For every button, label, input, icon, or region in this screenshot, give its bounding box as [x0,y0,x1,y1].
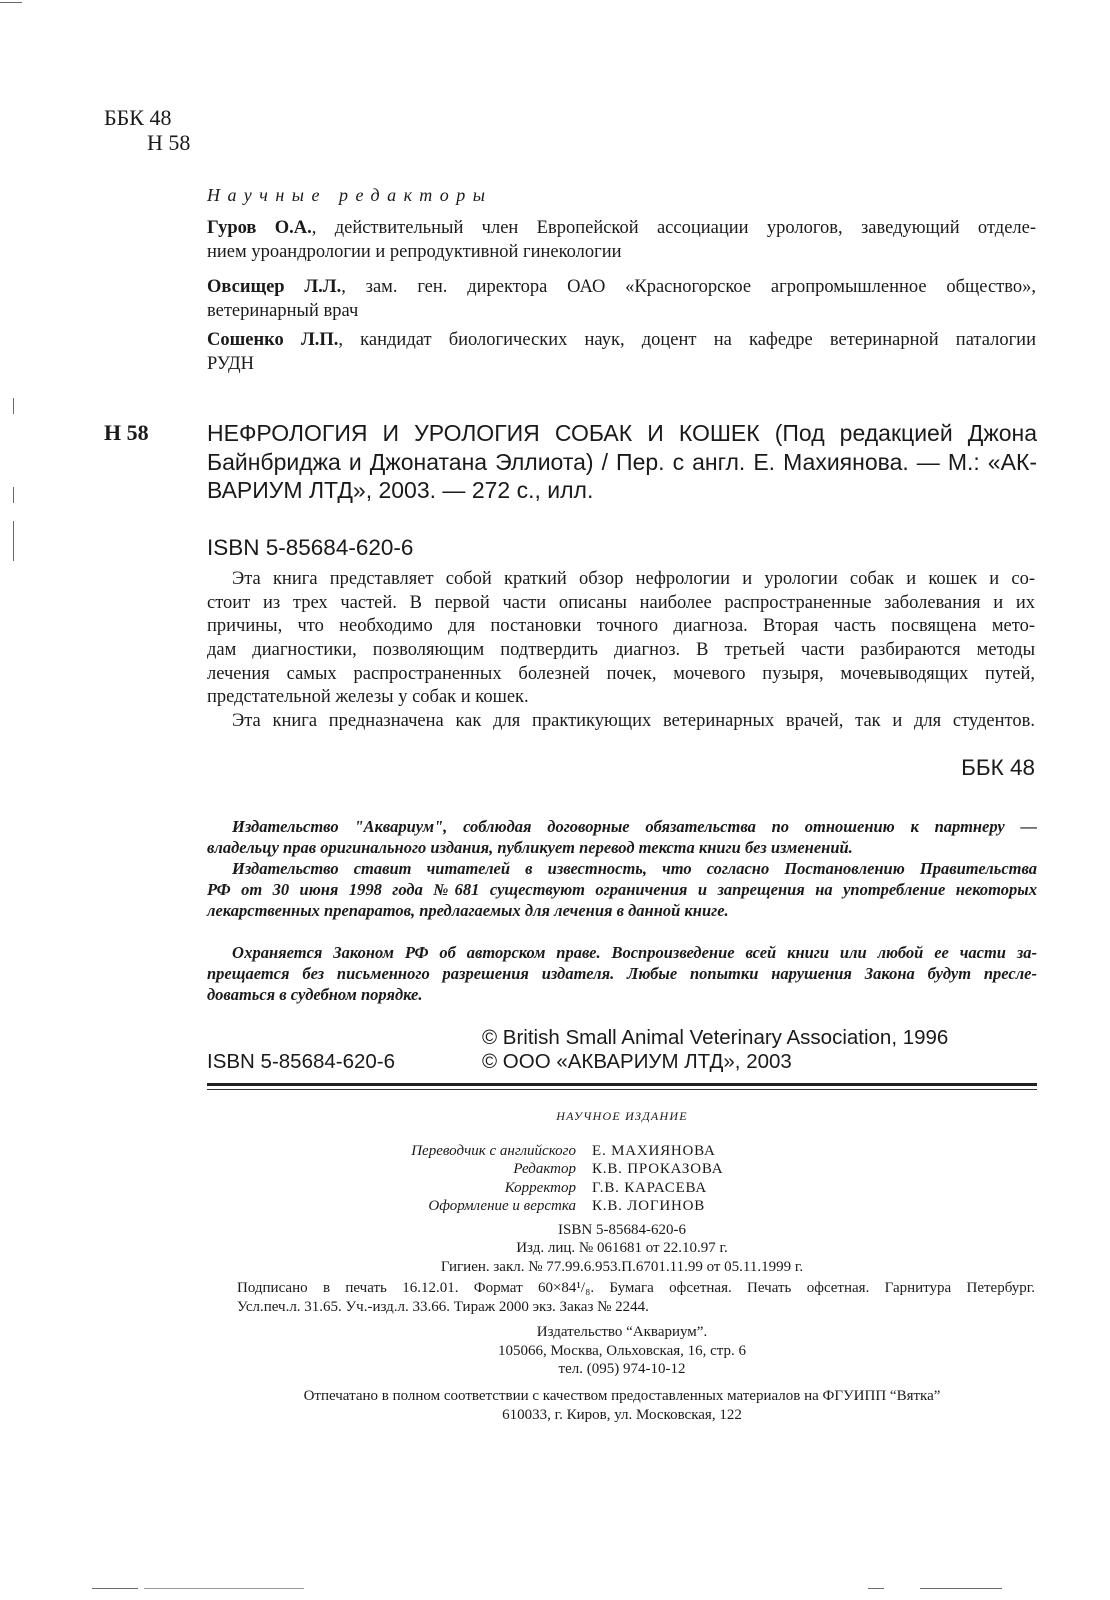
entry-line: Байнбриджа и Джонатана Эллиота) / Пер. с англ. Е. Махиянова. — М.: «АК- [207,448,1037,475]
scan-mark [0,2,22,3]
publisher-license: Изд. лиц. № 061681 от 22.10.97 г. [516,1240,728,1257]
abstract-line: предстательной железы у собак и кошек. [207,687,529,708]
abstract-line: причины, что необходимо для постановки точного диагноза. Вторая часть посвящена мето- [207,616,1035,637]
credit-row [207,1197,1037,1215]
editor-entry [207,216,1036,264]
imprint-heading: НАУЧНОЕ ИЗДАНИЕ [556,1109,688,1123]
editor-name: Сошенко Л.П. [207,330,339,350]
scan-mark [13,521,14,561]
hygiene-certificate: Гигиен. закл. № 77.99.6.953.П.6701.11.99 от 05.11.1999 г. [440,1258,804,1275]
bibliographic-entry [207,419,1037,505]
scan-mark [13,487,14,503]
print-details-line: Усл.печ.л. 31.65. Уч.-изд.л. 33.66. Тираж 2000 экз. Заказ № 2244. [237,1298,649,1315]
editor-entry [207,275,1036,323]
credit-row [207,1142,1037,1160]
editor-line: РУДН [207,354,255,374]
scan-mark [868,1588,884,1589]
scientific-editors-heading: Научные редакторы [207,185,493,205]
author-mark: Н 58 [147,130,191,155]
abstract-line: Эта книга предназначена как для практикующих ветеринарных врачей, так и для студентов. [232,711,1035,732]
publisher-phone: тел. (095) 974-10-12 [558,1361,686,1378]
credit-role: Корректор [504,1179,576,1196]
scan-mark [13,398,14,414]
credit-name: К.В. ПРОКАЗОВА [592,1161,724,1178]
credit-name: К.В. ЛОГИНОВ [592,1198,706,1215]
editor-description: , зам. ген. директора ОАО «Красногорское агропромышленное общество», [341,277,1037,297]
notice-line: РФ от 30 июня 1998 года №681 существуют ограничения и запрещения на употребление некоторых [207,879,1037,899]
credit-role: Переводчик с английского [411,1143,576,1159]
editor-line [207,328,1036,352]
publisher-notice [207,816,1037,921]
abstract-line: дам диагностики, позволяющим подтвердить диагноз. В третьей части разбираются методы [207,640,1035,661]
publisher-name: Издательство “Аквариум”. [536,1324,708,1340]
editor-entry [207,328,1036,376]
notice-line: доваться в судебном порядке. [207,984,423,1004]
copyright-akvarium: © ООО «АКВАРИУМ ЛТД», 2003 [482,1050,792,1073]
isbn: ISBN 5-85684-620-6 [207,535,414,560]
scan-mark [920,1588,1002,1589]
credit-name: Е. МАХИЯНОВА [592,1143,716,1159]
imprint-registration [207,1221,1037,1277]
editor-name: Овсищер Л.Л. [207,277,342,297]
credit-row [207,1160,1037,1178]
entry-line: ВАРИУМ ЛТД», 2003. — 272 с., илл. [207,477,594,503]
credits-list [207,1142,1037,1216]
editor-line: ветеринарный врач [207,301,359,321]
editor-line [207,275,1036,299]
abstract-line: стоит из трех частей. В первой части описаны наиболее распространенные заболевания и их [207,592,1035,613]
imprint-isbn: ISBN 5-85684-620-6 [558,1221,686,1238]
printer-info [207,1387,1037,1425]
credit-name: Г.В. КАРАСЕВА [592,1179,708,1196]
scan-mark [144,1588,304,1589]
entry-author-mark: Н 58 [104,420,149,445]
notice-line: Издательство "Аквариум", соблюдая договорные обязательства по отношению к партнеру — [232,816,1037,836]
printer-address: 610033, г. Киров, ул. Московская, 122 [502,1406,742,1423]
scan-mark [92,1588,138,1589]
copyright-notice [207,942,1037,1005]
notice-line: владельцу прав оригинального издания, публикует перевод текста книги без изменений. [207,837,853,857]
credit-role: Редактор [513,1161,576,1178]
abstract-line: Эта книга представляет собой краткий обзор нефрологии и урологии собак и кошек и со- [232,569,1035,589]
bbk-index: ББК 48 [104,105,172,130]
bbk-summary: ББК 48 [961,755,1035,780]
editor-line: нием уроандрологии и репродуктивной гинекологии [207,242,622,262]
credit-role: Оформление и верстка [428,1198,576,1215]
printer-statement: Отпечатано в полном соответствии с качеством предоставленных материалов на ФГУИПП “Вятка” [303,1387,941,1404]
divider-rule [207,1089,1037,1090]
editor-description: , действительный член Европейской ассоциации урологов, заведующий отделе- [311,218,1037,238]
editor-description: , кандидат биологических наук, доцент на кафедре ветеринарной паталогии [338,330,1036,350]
publisher-address: 105066, Москва, Ольховская, 16, стр. 6 [497,1342,747,1359]
print-details-line: Подписано в печать 16.12.01. Формат 60×84¹/₈. Бумага офсетная. Печать офсетная. Гарнитура Петербург. [237,1279,1035,1296]
notice-line: Охраняется Законом РФ об авторском праве. Воспроизведение всей книги или любой ее части за- [232,942,1037,962]
notice-line: лекарственных препаратов, предлагаемых для лечения в данной книге. [207,900,729,920]
abstract [207,568,1035,734]
abstract-line: лечения самых распространенных болезней почек, мочевого пузыря, мочевыводящих путей, [207,663,1035,684]
copyright-isbn: ISBN 5-85684-620-6 [207,1050,396,1073]
editor-name: Гуров О.А. [207,218,312,238]
divider-rule [207,1083,1037,1086]
credit-row [207,1179,1037,1197]
entry-line: НЕФРОЛОГИЯ И УРОЛОГИЯ СОБАК И КОШЕК (Под редакцией Джона [207,420,1037,446]
notice-line: Издательство ставит читателей в известность, что согласно Постановлению Правительства [232,858,1037,878]
editor-line [207,216,1036,240]
copyright-bsava: © British Small Animal Veterinary Association, 1996 [482,1026,949,1049]
notice-line: прещается без письменного разрешения издателя. Любые попытки нарушения Закона будут пресле- [207,963,1037,983]
publisher-info [207,1323,1037,1379]
print-details [237,1279,1035,1317]
